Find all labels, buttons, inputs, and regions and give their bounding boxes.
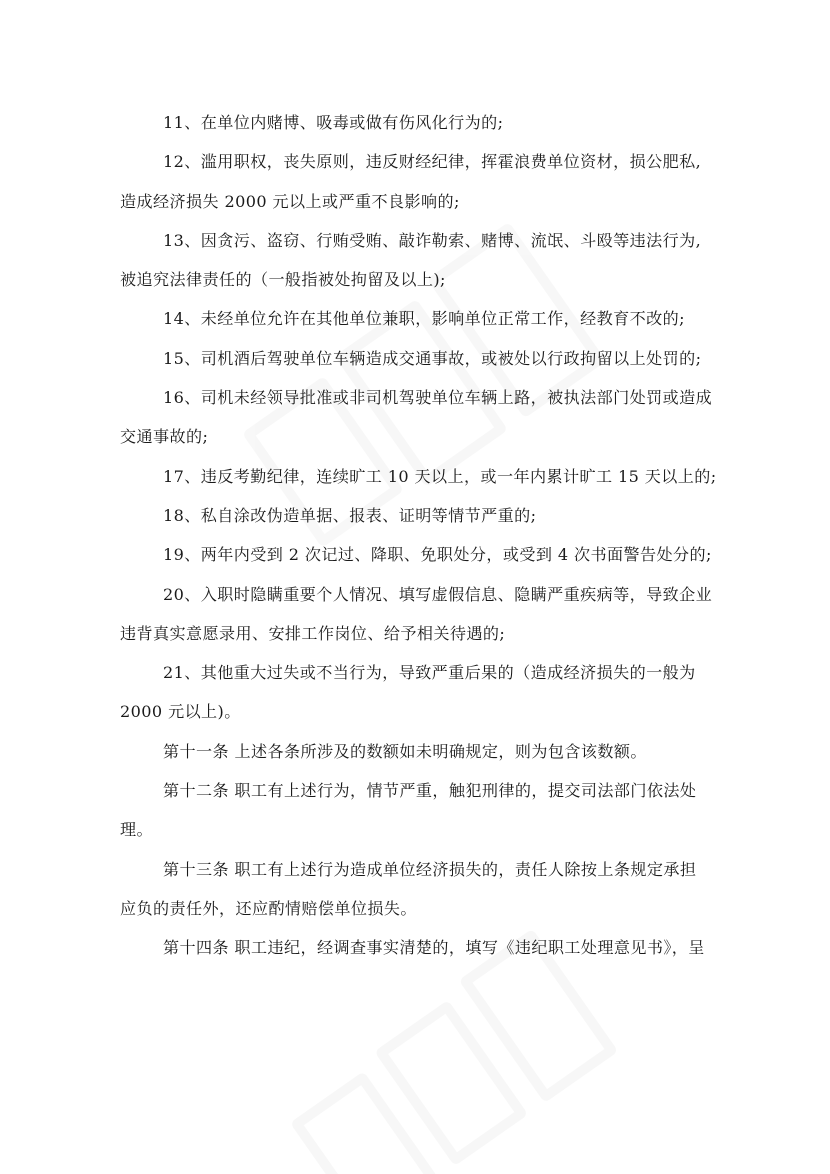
text-line: 17、违反考勤纪律，连续旷工 10 天以上，或一年内累计旷工 15 天以上的;	[163, 466, 717, 486]
text-line: 2000 元以上)。	[120, 702, 241, 722]
text-line: 第十三条 职工有上述行为造成单位经济损失的，责任人除按上条规定承担	[163, 859, 697, 879]
text-line: 11、在单位内赌博、吸毒或做有伤风化行为的;	[163, 113, 504, 132]
text-line: 被追究法律责任的（一般指被处拘留及以上);	[120, 270, 446, 290]
text-line: 应负的责任外，还应酌情赔偿单位损失。	[120, 898, 417, 918]
text-line: 18、私自涂改伪造单据、报表、证明等情节严重的;	[163, 505, 537, 525]
text-line: 第十一条 上述各条所涉及的数额如未明确规定，则为包含该数额。	[163, 741, 647, 761]
text-line: 第十二条 职工有上述行为，情节严重，触犯刑律的，提交司法部门依法处	[163, 781, 697, 801]
document-body	[120, 103, 718, 968]
text-line: 交通事故的;	[120, 427, 209, 447]
text-line: 14、未经单位允许在其他单位兼职，影响单位正常工作，经教育不改的;	[163, 309, 685, 329]
text-line: 21、其他重大过失或不当行为，导致严重后果的（造成经济损失的一般为	[163, 663, 696, 683]
text-line: 19、两年内受到 2 次记过、降职、免职处分，或受到 4 次书面警告处分的;	[163, 545, 712, 565]
text-line: 第十四条 职工违纪，经调查事实清楚的，填写《违纪职工处理意见书》，呈	[163, 938, 705, 958]
text-line: 20、入职时隐瞒重要个人情况、填写虚假信息、隐瞒严重疾病等，导致企业	[163, 584, 713, 604]
text-line: 理。	[120, 820, 153, 840]
text-line: 13、因贪污、盗窃、行贿受贿、敲诈勒索、赌博、流氓、斗殴等违法行为,	[163, 230, 702, 250]
text-line: 12、滥用职权，丧失原则，违反财经纪律，挥霍浪费单位资材，损公肥私,	[163, 152, 702, 172]
text-line: 15、司机酒后驾驶单位车辆造成交通事故，或被处以行政拘留以上处罚的;	[163, 348, 702, 368]
text-line: 16、司机未经领导批准或非司机驾驶单位车辆上路，被执法部门处罚或造成	[163, 388, 713, 408]
text-line: 违背真实意愿录用、安排工作岗位、给予相关待遇的;	[120, 623, 506, 643]
watermark	[278, 934, 621, 1174]
text-line: 造成经济损失 2000 元以上或严重不良影响的;	[120, 191, 460, 211]
